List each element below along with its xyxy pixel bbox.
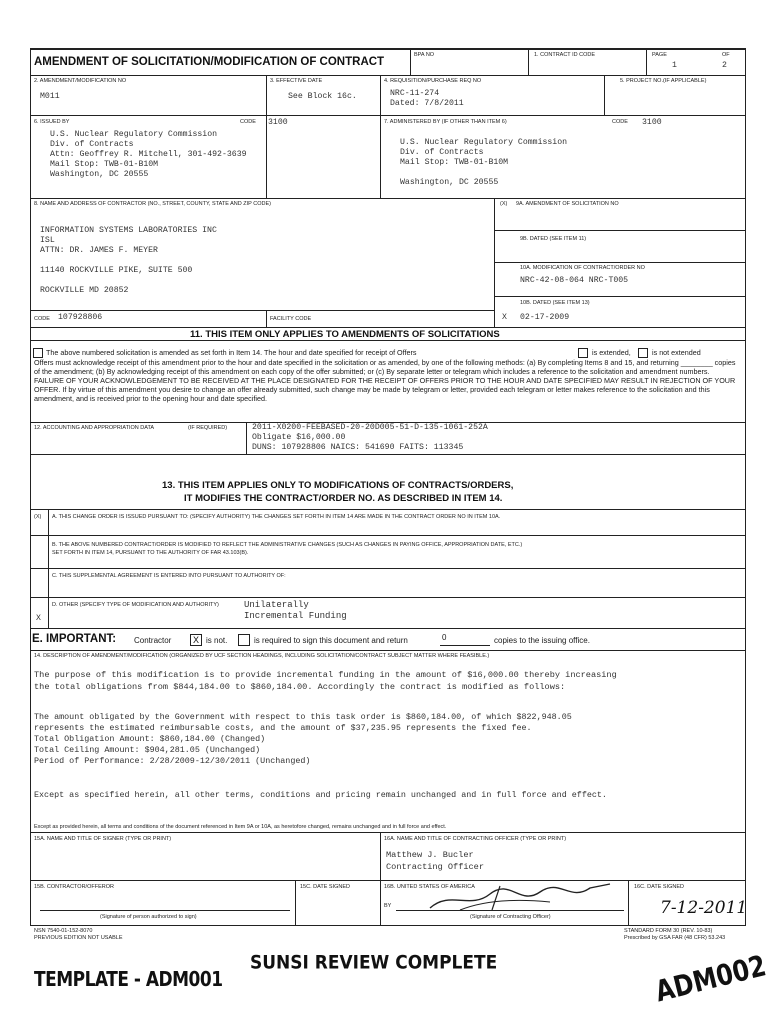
important-contractor: Contractor — [134, 636, 172, 645]
project-no-label: 5. PROJECT NO.(IF APPLICABLE) — [620, 78, 707, 84]
signature-16-label: (Signature of Contracting Officer) — [470, 914, 551, 920]
dated-10b-value: 02-17-2009 — [520, 313, 570, 322]
item9-x-column: (X) — [500, 201, 508, 207]
amendment-no-value: M011 — [40, 92, 60, 101]
modification-contract-value: NRC-42-08-064 NRC-T005 — [520, 276, 629, 285]
item13-b-line2: SET FORTH IN ITEM 14, PURSUANT TO THE AUTHORITY OF FAR 43.103(B). — [52, 550, 249, 556]
is-checkbox[interactable] — [238, 634, 250, 646]
signer-name-label: 15A. NAME AND TITLE OF SIGNER (TYPE OR PRINT) — [34, 836, 172, 842]
standard-form: STANDARD FORM 30 (REV. 10-83) — [624, 928, 713, 934]
page-number: 1 — [672, 61, 677, 70]
amendment-no-label: 2. AMENDMENT/MODIFICATION NO — [34, 78, 127, 84]
important-copies-text: copies to the issuing office. — [494, 636, 590, 645]
prescribed-by: Prescribed by GSA FAR (48 CFR) 53.243 — [624, 935, 726, 941]
date-signed-16c-value: 7-12-2011 — [660, 898, 748, 918]
important-text: is required to sign this document and return — [254, 636, 408, 645]
by-label: BY — [384, 903, 392, 909]
modification-contract-label: 10A. MODIFICATION OF CONTRACT/ORDER NO — [520, 265, 645, 271]
facility-code-label: FACILITY CODE — [270, 316, 312, 322]
important-is-not: is not. — [206, 636, 228, 645]
contractor-offeror-label: 15B. CONTRACTOR/OFFEROR — [34, 884, 114, 890]
contract-id-label: 1. CONTRACT ID CODE — [534, 52, 596, 58]
page-total: 2 — [722, 61, 727, 70]
item11-heading: 11. THIS ITEM ONLY APPLIES TO AMENDMENTS OF SOLICITATIONS — [190, 329, 500, 340]
item13-heading-2: IT MODIFIES THE CONTRACT/ORDER NO. AS DESCRIBED IN ITEM 14. — [184, 493, 503, 504]
item13-a: A. THIS CHANGE ORDER IS ISSUED PURSUANT TO: (SPECIFY AUTHORITY) THE CHANGES SET FORTH IN ITEM 14 ARE MADE IN THE CONTRACT ORDER NO IN ITEM 10A. — [52, 514, 501, 520]
administered-by-address: U.S. Nuclear Regulatory Commission Div. of Contracts Mail Stop: TWB-01-B10M Washington, DC 20555 — [400, 138, 568, 187]
contracting-officer-label: 16A. NAME AND TITLE OF CONTRACTING OFFICER (TYPE OR PRINT) — [384, 836, 567, 842]
item13-c: C. THIS SUPPLEMENTAL AGREEMENT IS ENTERED INTO PURSUANT TO AUTHORITY OF: — [52, 573, 286, 579]
accounting-data: 2011-X0200-FEEBASED-20-20D005-51-D-135-1061-252A Obligate $16,000.00 DUNS: 107928806 NAICS: 541690 FAITS: 113345 — [252, 423, 488, 452]
item13-heading-1: 13. THIS ITEM APPLIES ONLY TO MODIFICATIONS OF CONTRACTS/ORDERS, — [162, 480, 514, 491]
contractor-code: 107928806 — [58, 313, 103, 322]
item14-paragraph-3: Except as specified herein, all other terms, conditions and pricing remain unchanged and in full force and effect. — [34, 790, 607, 800]
administered-by-code: 3100 — [642, 118, 662, 127]
item11-checkbox[interactable] — [33, 348, 43, 358]
issued-by-label: 6. ISSUED BY — [34, 119, 70, 125]
accounting-data-req: (IF REQUIRED) — [188, 425, 228, 431]
important-label: E. IMPORTANT: — [32, 633, 117, 645]
is-not-extended-label: is not extended — [652, 348, 701, 357]
item13-d: D. OTHER (SPECIFY TYPE OF MODIFICATION AND AUTHORITY) — [52, 602, 219, 608]
requisition-value: NRC-11-274 — [390, 89, 440, 98]
item13-d-value-2: Incremental Funding — [244, 611, 347, 621]
requisition-dated: Dated: 7/8/2011 — [390, 99, 464, 108]
dated-10b-label: 10B. DATED (SEE ITEM 13) — [520, 300, 590, 306]
item14-paragraph-2: The amount obligated by the Government with respect to this task order is $860,184.00, of which $822,948.05 represents the estimated reimbursable costs, and the amount of $37,235.95 represents the fixed fee. Total Obligation Amount: $860,184.00 (Changed) Total Ceiling Amount: $904,281.05 (Unchanged) Period of Performance: 2/28/2009-12/30/2011 (Unchanged) — [34, 712, 572, 766]
item13-b-line1: B. THE ABOVE NUMBERED CONTRACT/ORDER IS MODIFIED TO REFLECT THE ADMINISTRATIVE CHANGES (SUCH AS CHANGES IN PAYING OFFICE, APPROPRIATION DATE, ETC.) — [52, 542, 523, 548]
united-states-label: 16B. UNITED STATES OF AMERICA — [384, 884, 475, 890]
contractor-address: INFORMATION SYSTEMS LABORATORIES INC ISL ATTN: DR. JAMES F. MEYER 11140 ROCKVILLE PIKE, SUITE 500 ROCKVILLE MD 20852 — [40, 226, 217, 295]
item11-line1: The above numbered solicitation is amended as set forth in Item 14. The hour and date specified for receipt of Offers — [46, 348, 417, 357]
previous-edition: PREVIOUS EDITION NOT USABLE — [34, 935, 123, 941]
item11-paragraph: Offers must acknowledge receipt of this amendment prior to the hour and date specified in the solicitation or as amended, by one of the following methods: (a) By completing Items 8 and 15, and returning ________ copies of the amendment; (b) By acknowledging receipt of this amendment on each copy of the offer submitted; or (c) By separate letter or telegram which includes a reference to the solicitation and amendment numbers. FAILURE OF YOUR ACKNOWLEDGEMENT TO BE RECEIVED AT THE PLACE DESIGNATED FOR THE RECEIPT OF OFFERS PRIOR TO THE HOUR AND DATE SPECIFIED MAY RESULT IN REJECTION OF YOUR OFFER. If by virtue of this amendment you desire to change an offer already submitted, such change may be made by telegram or letter, provided each telegram or letter makes reference to the solicitation and this amendment, and is received prior to the opening hour and date specified. — [34, 358, 736, 403]
contractor-label: 8. NAME AND ADDRESS OF CONTRACTOR (NO., STREET, COUNTY, STATE AND ZIP CODE) — [34, 201, 271, 207]
administered-by-code-label: CODE — [612, 119, 628, 125]
accounting-data-label: 12. ACCOUNTING AND APPROPRIATION DATA — [34, 425, 155, 431]
important-copies-value: 0 — [442, 633, 447, 642]
effective-date-label: 3. EFFECTIVE DATE — [270, 78, 323, 84]
date-signed-15c-label: 15C. DATE SIGNED — [300, 884, 351, 890]
sunsi-review-stamp: SUNSI REVIEW COMPLETE — [250, 952, 498, 974]
issued-by-address: U.S. Nuclear Regulatory Commission Div. of Contracts Attn: Geoffrey R. Mitchell, 301-492-3639 Mail Stop: TWB-01-B10M Washington, DC 20555 — [50, 130, 247, 179]
date-signed-16c-label: 16C. DATE SIGNED — [634, 884, 685, 890]
form-title: AMENDMENT OF SOLICITATION/MODIFICATION OF CONTRACT — [34, 56, 385, 68]
item13-d-value-1: Unilaterally — [244, 600, 309, 610]
page-label: PAGE — [652, 52, 667, 58]
amendment-solicitation-label: 9A. AMENDMENT OF SOLICITATION NO — [516, 201, 619, 207]
dated-9b-label: 9B. DATED (SEE ITEM 11) — [520, 236, 587, 242]
is-extended-checkbox[interactable] — [578, 348, 588, 358]
administered-by-label: 7. ADMINISTERED BY (IF OTHER THAN ITEM 6) — [384, 119, 507, 125]
requisition-label: 4. REQUISITION/PURCHASE REQ NO — [384, 78, 482, 84]
item14-paragraph-1: The purpose of this modification is to provide incremental funding in the amount of $16,000.00 thereby increasing the total obligations from $844,184.00 to $860,184.00. Accordingly the contract is modified as follows: — [34, 670, 617, 692]
template-stamp: TEMPLATE - ADM001 — [34, 968, 223, 992]
signature-15-label: (Signature of person authorized to sign) — [100, 914, 197, 920]
is-not-extended-checkbox[interactable] — [638, 348, 648, 358]
effective-date-value: See Block 16c. — [288, 92, 357, 101]
item13-d-x-mark: X — [36, 614, 41, 623]
nsn-number: NSN 7540-01-152-8070 — [34, 928, 93, 934]
item14-label: 14. DESCRIPTION OF AMENDMENT/MODIFICATION (ORGANIZED BY UCF SECTION HEADINGS, INCLUDING SOLICITATION/CONTRACT SUBJECT MATTER WHERE FEASIBLE.) — [34, 653, 490, 659]
contracting-officer-title: Contracting Officer — [386, 862, 484, 872]
contracting-officer-signature — [420, 880, 620, 916]
contractor-code-label: CODE — [34, 316, 50, 322]
contracting-officer-name: Matthew J. Bucler — [386, 850, 474, 860]
issued-by-code: 3100 — [268, 118, 288, 127]
item10-x-mark: X — [502, 313, 507, 322]
issued-by-code-label: CODE — [240, 119, 256, 125]
is-not-checkbox[interactable]: X — [190, 634, 202, 646]
is-extended-label: is extended, — [592, 348, 631, 357]
of-label: OF — [722, 52, 730, 58]
adm002-stamp: ADM002 — [652, 948, 770, 1009]
bpa-no-label: BPA NO — [414, 52, 435, 58]
except-line: Except as provided herein, all terms and conditions of the document referenced in Item 9A or 10A, as heretofore changed, remains unchanged and in full force and effect. — [34, 824, 447, 830]
item13-x-column: (X) — [34, 514, 42, 520]
